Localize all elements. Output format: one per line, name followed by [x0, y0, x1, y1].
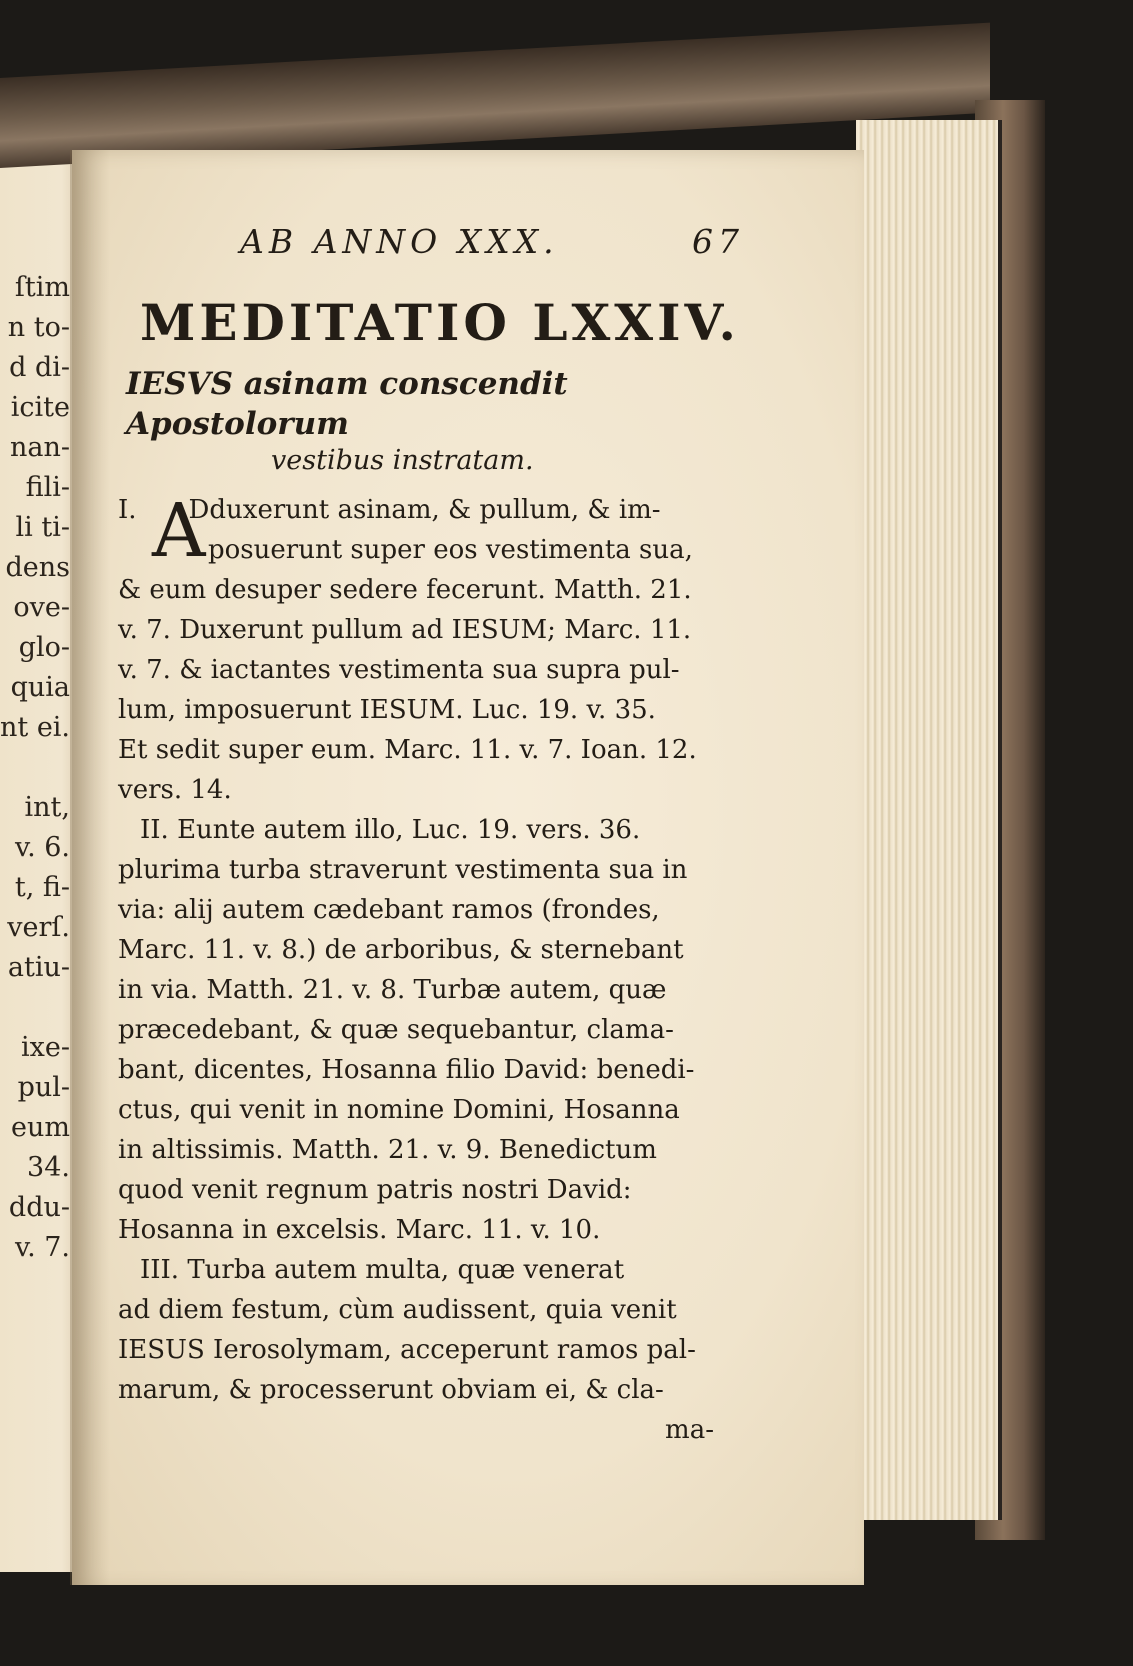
left-fragment: int,: [24, 792, 70, 823]
left-fragment: fili-: [25, 472, 70, 503]
left-fragment: nan-: [10, 432, 70, 463]
running-head-title: AB ANNO XXX.: [240, 222, 559, 261]
left-fragment: n to-: [7, 312, 70, 343]
left-fragment: v. 6.: [15, 832, 70, 863]
section-2: [118, 810, 762, 1250]
left-fragment: [0, 748, 70, 788]
book-cover-top: [0, 23, 990, 168]
section-2-line: plurima turba straverunt vestimenta sua in: [118, 855, 688, 885]
left-fragment: icite: [10, 392, 70, 423]
section-1-line: posuerunt super eos vestimenta sua,: [208, 535, 693, 565]
left-fragment: ſtim: [14, 272, 70, 303]
left-page-text-fragments: [0, 268, 70, 1268]
left-fragment: li ti-: [15, 512, 70, 543]
left-fragment: nt ei.: [0, 712, 70, 743]
left-fragment: verſ.: [7, 912, 70, 943]
section-1-line: lum, imposuerunt IESUM. Luc. 19. v. 35.: [118, 695, 656, 725]
section-2-line: via: alij autem cædebant ramos (frondes,: [118, 895, 660, 925]
section-2-line: ctus, qui venit in nomine Domini, Hosanna: [118, 1095, 680, 1125]
page-edges: [856, 120, 1002, 1520]
right-page-text: [118, 222, 762, 1450]
section-2-line: bant, dicentes, Hosanna filio David: benedi-: [118, 1055, 695, 1085]
section-2-line: quod venit regnum patris nostri David:: [118, 1175, 632, 1205]
left-fragment: [0, 988, 70, 1028]
section-number: I.: [118, 495, 137, 525]
section-1-line: & eum desuper sedere fecerunt. Matth. 21.: [118, 575, 692, 605]
section-2-line: Hosanna in excelsis. Marc. 11. v. 10.: [118, 1215, 601, 1245]
left-fragment: glo-: [18, 632, 70, 663]
catchword: ma-: [665, 1415, 714, 1445]
section-2-line: Marc. 11. v. 8.) de arboribus, & sternebant: [118, 935, 684, 965]
section-2-line: in via. Matth. 21. v. 8. Turbæ autem, quæ: [118, 975, 667, 1005]
section-1-line: Et sedit super eum. Marc. 11. v. 7. Ioan. 12.: [118, 735, 697, 765]
page-number: 67: [692, 222, 744, 261]
left-fragment: eum: [11, 1112, 70, 1143]
left-fragment: v. 7.: [15, 1232, 70, 1263]
section-2-line: II. Eunte autem illo, Luc. 19. vers. 36.: [140, 815, 641, 845]
left-fragment: pul-: [17, 1072, 70, 1103]
section-1-line: [118, 490, 762, 530]
section-1-line: v. 7. & iactantes vestimenta sua supra pul-: [118, 655, 680, 685]
meditation-subtitle: [118, 364, 762, 478]
left-fragment: ixe-: [21, 1032, 70, 1063]
left-fragment: t, fi-: [14, 872, 70, 903]
section-3-line: IESUS Ierosolymam, acceperunt ramos pal-: [118, 1335, 696, 1365]
book-gutter: [70, 150, 110, 1590]
section-2-line: præcedebant, & quæ sequebantur, clama-: [118, 1015, 674, 1045]
section-1: [118, 490, 762, 810]
drop-cap: A: [152, 488, 206, 574]
left-fragment: ove-: [13, 592, 70, 623]
section-1-line-text: Dduxerunt asinam, & pullum, & im-: [188, 495, 661, 525]
section-3: [118, 1250, 762, 1450]
table-surface: [0, 1585, 1133, 1666]
running-head: [118, 222, 762, 276]
section-1-line: v. 7. Duxerunt pullum ad IESUM; Marc. 11.: [118, 615, 692, 645]
section-3-line: marum, & processerunt obviam ei, & cla-: [118, 1375, 664, 1405]
left-fragment: 34.: [27, 1152, 70, 1183]
section-3-line: ad diem festum, cùm audissent, quia venit: [118, 1295, 677, 1325]
left-fragment: dens: [5, 552, 70, 583]
subtitle-line-1: IESVS asinam conscendit Apostolorum: [126, 366, 568, 442]
meditation-title: MEDITATIO LXXIV.: [140, 293, 740, 352]
subtitle-line-2: vestibus instratam.: [271, 445, 534, 476]
left-fragment: quia: [10, 672, 70, 703]
left-fragment: d di-: [9, 352, 70, 383]
left-fragment: atiu-: [7, 952, 70, 983]
section-2-line: in altissimis. Matth. 21. v. 9. Benedictum: [118, 1135, 657, 1165]
section-3-line: III. Turba autem multa, quæ venerat: [140, 1255, 625, 1285]
left-fragment: ddu-: [8, 1192, 70, 1223]
section-1-line: vers. 14.: [118, 775, 232, 805]
